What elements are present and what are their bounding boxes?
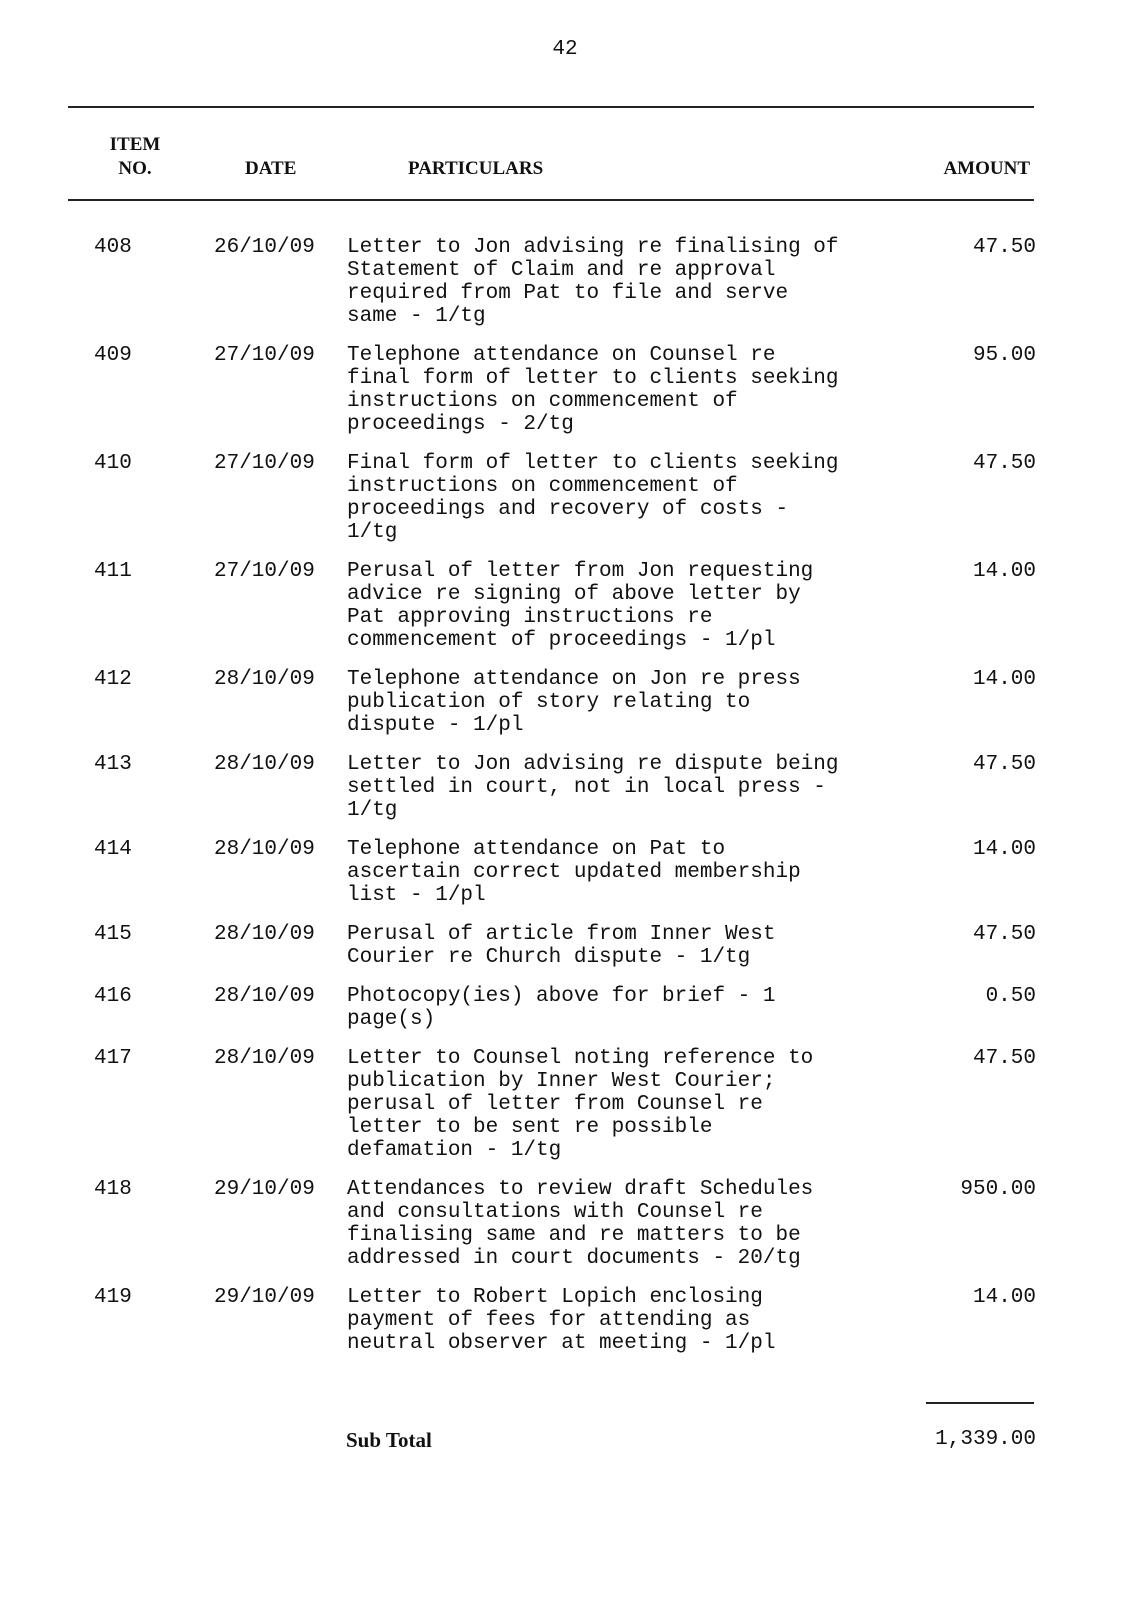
table-row <box>0 344 1130 436</box>
item-number: 409 <box>94 344 132 367</box>
item-particulars: Telephone attendance on Pat to ascertain correct updated membership list - 1/pl <box>347 838 801 907</box>
item-amount: 47.50 <box>972 452 1036 475</box>
item-date: 28/10/09 <box>214 985 315 1008</box>
item-particulars: Letter to Robert Lopich enclosing payment of fees for attending as neutral observer at meeting - 1/pl <box>347 1286 776 1355</box>
table-row <box>0 838 1130 907</box>
table-row <box>0 236 1130 328</box>
item-date: 28/10/09 <box>214 668 315 691</box>
item-particulars: Telephone attendance on Counsel re final form of letter to clients seeking instructions on commencement of proceedings - 2/tg <box>347 344 839 436</box>
item-date: 28/10/09 <box>214 923 315 946</box>
item-amount: 14.00 <box>972 1286 1036 1309</box>
table-row <box>0 985 1130 1031</box>
item-number: 415 <box>94 923 132 946</box>
subtotal-amount: 1,339.00 <box>935 1428 1036 1451</box>
item-amount: 14.00 <box>972 838 1036 861</box>
page-number: 42 <box>552 38 578 61</box>
item-date: 27/10/09 <box>214 344 315 367</box>
subtotal-label: Sub Total <box>346 1428 432 1452</box>
header-amount: AMOUNT <box>943 158 1030 179</box>
item-amount: 47.50 <box>972 1047 1036 1070</box>
table-row <box>0 560 1130 652</box>
item-number: 412 <box>94 668 132 691</box>
item-amount: 47.50 <box>972 923 1036 946</box>
item-date: 27/10/09 <box>214 560 315 583</box>
item-date: 28/10/09 <box>214 753 315 776</box>
item-number: 418 <box>94 1178 132 1201</box>
item-particulars: Attendances to review draft Schedules and consultations with Counsel re finalising same and re matters to be addressed in court documents - 20/tg <box>347 1178 814 1270</box>
item-amount: 47.50 <box>972 753 1036 776</box>
item-particulars: Letter to Jon advising re dispute being settled in court, not in local press - 1/tg <box>347 753 839 822</box>
table-row <box>0 1286 1130 1355</box>
item-amount: 47.50 <box>972 236 1036 259</box>
item-date: 28/10/09 <box>214 1047 315 1070</box>
item-date: 28/10/09 <box>214 838 315 861</box>
header-particulars: PARTICULARS <box>408 158 544 179</box>
item-particulars: Perusal of article from Inner West Courier re Church dispute - 1/tg <box>347 923 776 969</box>
table-row <box>0 1178 1130 1270</box>
item-number: 413 <box>94 753 132 776</box>
item-particulars: Photocopy(ies) above for brief - 1 page(s) <box>347 985 776 1031</box>
item-number: 410 <box>94 452 132 475</box>
header-top-rule <box>68 106 1034 108</box>
table-row <box>0 753 1130 822</box>
item-date: 29/10/09 <box>214 1178 315 1201</box>
item-number: 417 <box>94 1047 132 1070</box>
item-number: 408 <box>94 236 132 259</box>
header-bottom-rule <box>68 199 1034 201</box>
item-number: 414 <box>94 838 132 861</box>
item-amount: 950.00 <box>960 1178 1036 1201</box>
item-date: 29/10/09 <box>214 1286 315 1309</box>
item-particulars: Letter to Jon advising re finalising of Statement of Claim and re approval required from Pat to file and serve same - 1/tg <box>347 236 839 328</box>
table-row <box>0 1047 1130 1162</box>
subtotal-rule <box>926 1402 1034 1404</box>
item-date: 26/10/09 <box>214 236 315 259</box>
item-number: 416 <box>94 985 132 1008</box>
item-number: 411 <box>94 560 132 583</box>
header-item-no: ITEM NO. <box>109 134 161 179</box>
table-row <box>0 452 1130 544</box>
item-amount: 14.00 <box>972 668 1036 691</box>
table-row <box>0 923 1130 969</box>
item-number: 419 <box>94 1286 132 1309</box>
item-amount: 14.00 <box>972 560 1036 583</box>
item-particulars: Telephone attendance on Jon re press publication of story relating to dispute - 1/pl <box>347 668 801 737</box>
item-particulars: Final form of letter to clients seeking instructions on commencement of proceedings and recovery of costs - 1/tg <box>347 452 839 544</box>
ledger-table <box>0 236 1130 1371</box>
item-amount: 0.50 <box>985 985 1036 1008</box>
header-date: DATE <box>245 158 297 179</box>
item-amount: 95.00 <box>972 344 1036 367</box>
item-date: 27/10/09 <box>214 452 315 475</box>
item-particulars: Perusal of letter from Jon requesting advice re signing of above letter by Pat approving instructions re commencement of proceedings - 1/pl <box>347 560 814 652</box>
table-row <box>0 668 1130 737</box>
item-particulars: Letter to Counsel noting reference to publication by Inner West Courier; perusal of letter from Counsel re letter to be sent re possible defamation - 1/tg <box>347 1047 814 1162</box>
